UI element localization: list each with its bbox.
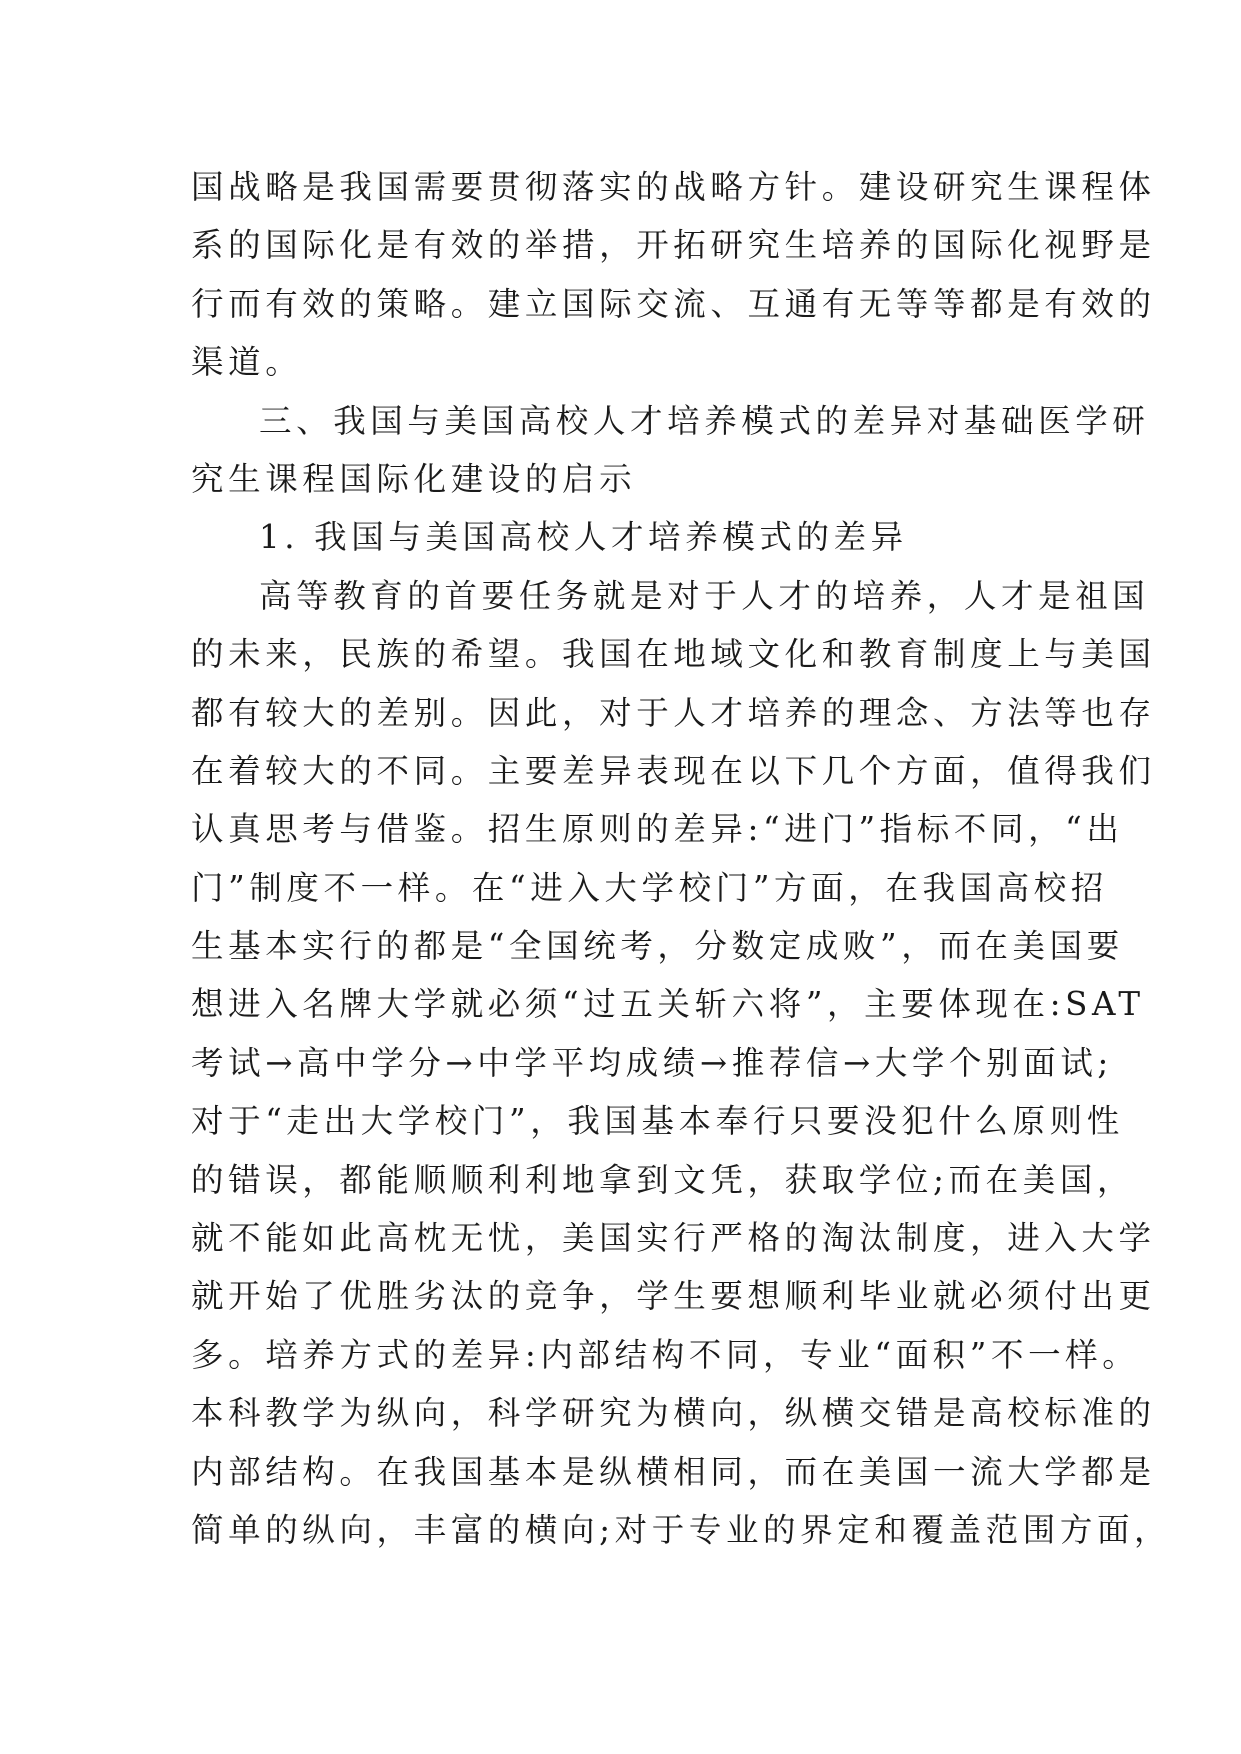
body-text — [191, 158, 1172, 1559]
text-line: 就开始了优胜劣汰的竞争，学生要想顺利毕业就必须付出更 — [191, 1277, 1156, 1316]
text-line: 系的国际化是有效的举措，开拓研究生培养的国际化视野是 — [191, 226, 1156, 265]
text-line: 的未来，民族的希望。我国在地域文化和教育制度上与美国 — [191, 635, 1156, 674]
text-line: 1. 我国与美国高校人才培养模式的差异 — [259, 518, 908, 557]
text-line: 认真思考与借鉴。招生原则的差异:“进门”指标不同，“出 — [191, 810, 1124, 849]
text-line: 本科教学为纵向，科学研究为横向，纵横交错是高校标准的 — [191, 1394, 1156, 1433]
text-line: 国战略是我国需要贯彻落实的战略方针。建设研究生课程体 — [191, 168, 1156, 206]
text-line: 对于“走出大学校门”，我国基本奉行只要没犯什么原则性 — [191, 1102, 1124, 1141]
text-line: 内部结构。在我国基本是纵横相同，而在美国一流大学都是 — [191, 1452, 1156, 1491]
text-line: 想进入名牌大学就必须“过五关斩六将”，主要体现在:SAT — [191, 985, 1145, 1024]
text-line: 考试→高中学分→中学平均成绩→推荐信→大学个别面试; — [191, 1043, 1113, 1082]
text-line: 就不能如此高枕无忧，美国实行严格的淘汰制度，进入大学 — [191, 1219, 1156, 1258]
text-line: 简单的纵向，丰富的横向;对于专业的界定和覆盖范围方面， — [191, 1510, 1172, 1549]
text-line: 都有较大的差别。因此，对于人才培养的理念、方法等也存 — [191, 693, 1156, 732]
text-line: 三、我国与美国高校人才培养模式的差异对基础医学研 — [259, 401, 1150, 440]
text-line: 渠道。 — [191, 343, 303, 382]
text-line: 行而有效的策略。建立国际交流、互通有无等等都是有效的 — [191, 284, 1156, 323]
text-line: 多。培养方式的差异:内部结构不同，专业“面积”不一样。 — [191, 1335, 1140, 1374]
text-line: 的错误，都能顺顺利利地拿到文凭，获取学位;而在美国， — [191, 1160, 1135, 1199]
text-line: 高等教育的首要任务就是对于人才的培养，人才是祖国 — [259, 576, 1150, 615]
text-line: 门”制度不一样。在“进入大学校门”方面，在我国高校招 — [191, 868, 1108, 907]
text-line: 生基本实行的都是“全国统考，分数定成败”，而在美国要 — [191, 927, 1124, 966]
text-line: 究生课程国际化建设的启示 — [191, 459, 637, 498]
text-line: 在着较大的不同。主要差异表现在以下几个方面，值得我们 — [191, 751, 1156, 790]
